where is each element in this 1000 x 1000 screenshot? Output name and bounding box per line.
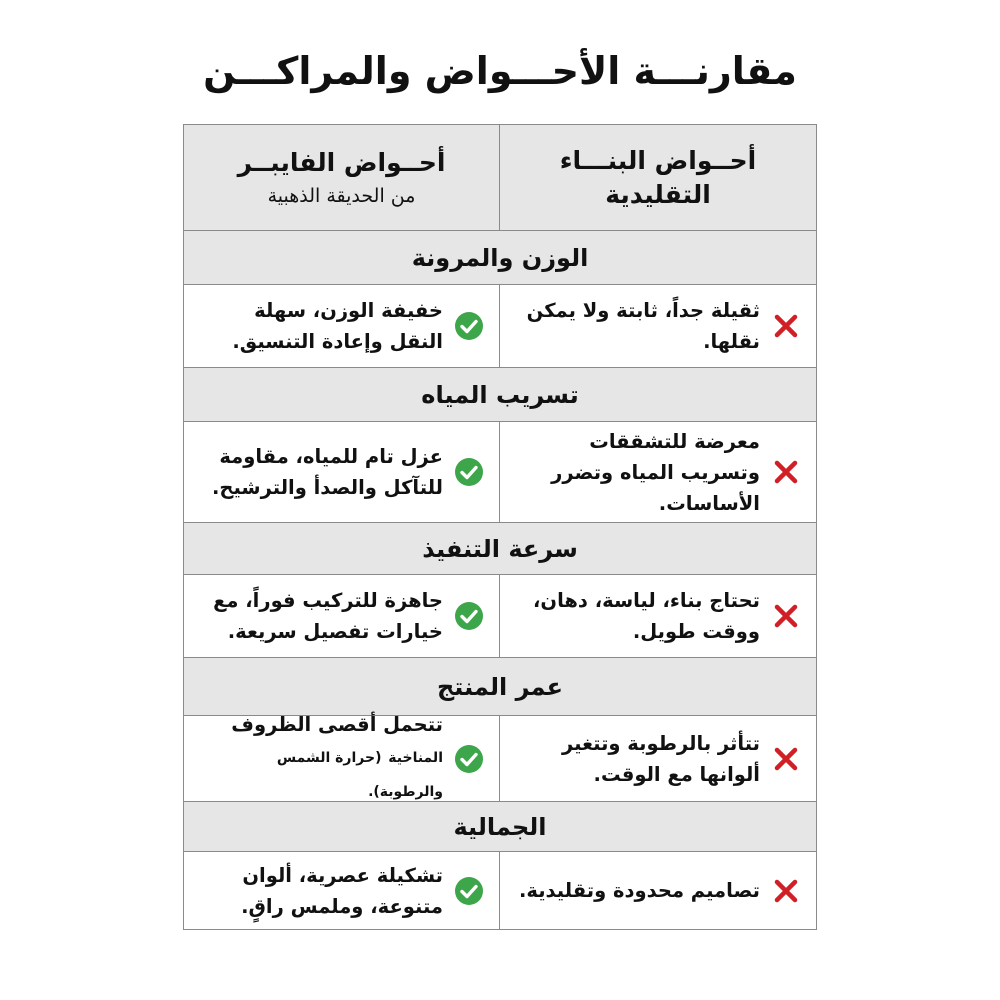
section-header-product-life: عمر المنتج	[184, 658, 816, 716]
traditional-cell	[500, 575, 816, 657]
cross-icon	[770, 743, 802, 775]
traditional-cell	[500, 716, 816, 801]
traditional-header-cell	[500, 125, 816, 230]
traditional-cell	[500, 285, 816, 367]
traditional-text: معرضة للتشققات وتسريب المياه وتضرر الأساسات.	[551, 429, 760, 515]
traditional-header-title: أحــواض البنـــاء التقليدية	[559, 145, 757, 209]
cross-icon	[770, 600, 802, 632]
check-circle-icon	[453, 600, 485, 632]
comparison-row-water-leakage	[184, 422, 816, 523]
cross-icon	[770, 875, 802, 907]
cross-icon	[770, 310, 802, 342]
fiber-text-block	[198, 709, 443, 808]
comparison-row-aesthetics	[184, 852, 816, 929]
section-header-weight: الوزن والمرونة	[184, 231, 816, 285]
comparison-row-weight	[184, 285, 816, 368]
page-title: مقارنـــة الأحـــواض والمراكـــن	[203, 49, 797, 93]
fiber-text: جاهزة للتركيب فوراً، مع خيارات تفصيل سريعة.	[213, 589, 443, 643]
comparison-table	[183, 124, 817, 930]
comparison-row-execution-speed	[184, 575, 816, 658]
fiber-header-cell	[184, 125, 500, 230]
fiber-cell	[184, 285, 500, 367]
fiber-text: تتحمل أقصى الظروف	[231, 713, 443, 736]
cross-icon	[770, 456, 802, 488]
check-circle-icon	[453, 875, 485, 907]
fiber-cell	[184, 422, 500, 522]
check-circle-icon	[453, 310, 485, 342]
fiber-header-subtitle: من الحديقة الذهبية	[267, 184, 416, 207]
section-header-execution-speed: سرعة التنفيذ	[184, 523, 816, 575]
fiber-text: تشكيلة عصرية، ألوان متنوعة، وملمس راقٍ.	[241, 863, 443, 918]
traditional-text: ثقيلة جداً، ثابتة ولا يمكن نقلها.	[526, 299, 760, 353]
section-header-water-leakage: تسريب المياه	[184, 368, 816, 422]
comparison-row-product-life	[184, 713, 816, 802]
traditional-text: تحتاج بناء، لياسة، دهان، ووقت طويل.	[533, 589, 760, 643]
traditional-text: تصاميم محدودة وتقليدية.	[518, 879, 760, 902]
section-header-aesthetics: الجمالية	[184, 802, 816, 852]
check-circle-icon	[453, 456, 485, 488]
fiber-cell	[184, 713, 500, 801]
traditional-text: تتأثر بالرطوبة وتتغير ألوانها مع الوقت.	[562, 731, 760, 786]
traditional-cell	[500, 422, 816, 522]
fiber-text-line2: المناخية	[388, 750, 443, 766]
fiber-header-title: أحــواض الفايبــر	[237, 147, 446, 177]
fiber-note: (حرارة الشمس والرطوبة).	[276, 750, 443, 800]
fiber-text: خفيفة الوزن، سهلة النقل وإعادة التنسيق.	[232, 299, 443, 353]
fiber-cell	[184, 852, 500, 929]
check-circle-icon	[453, 743, 485, 775]
traditional-cell	[500, 852, 816, 929]
fiber-text: عزل تام للمياه، مقاومة للتآكل والصدأ والترشيح.	[212, 445, 443, 499]
fiber-cell	[184, 575, 500, 657]
table-header-row	[184, 125, 816, 231]
